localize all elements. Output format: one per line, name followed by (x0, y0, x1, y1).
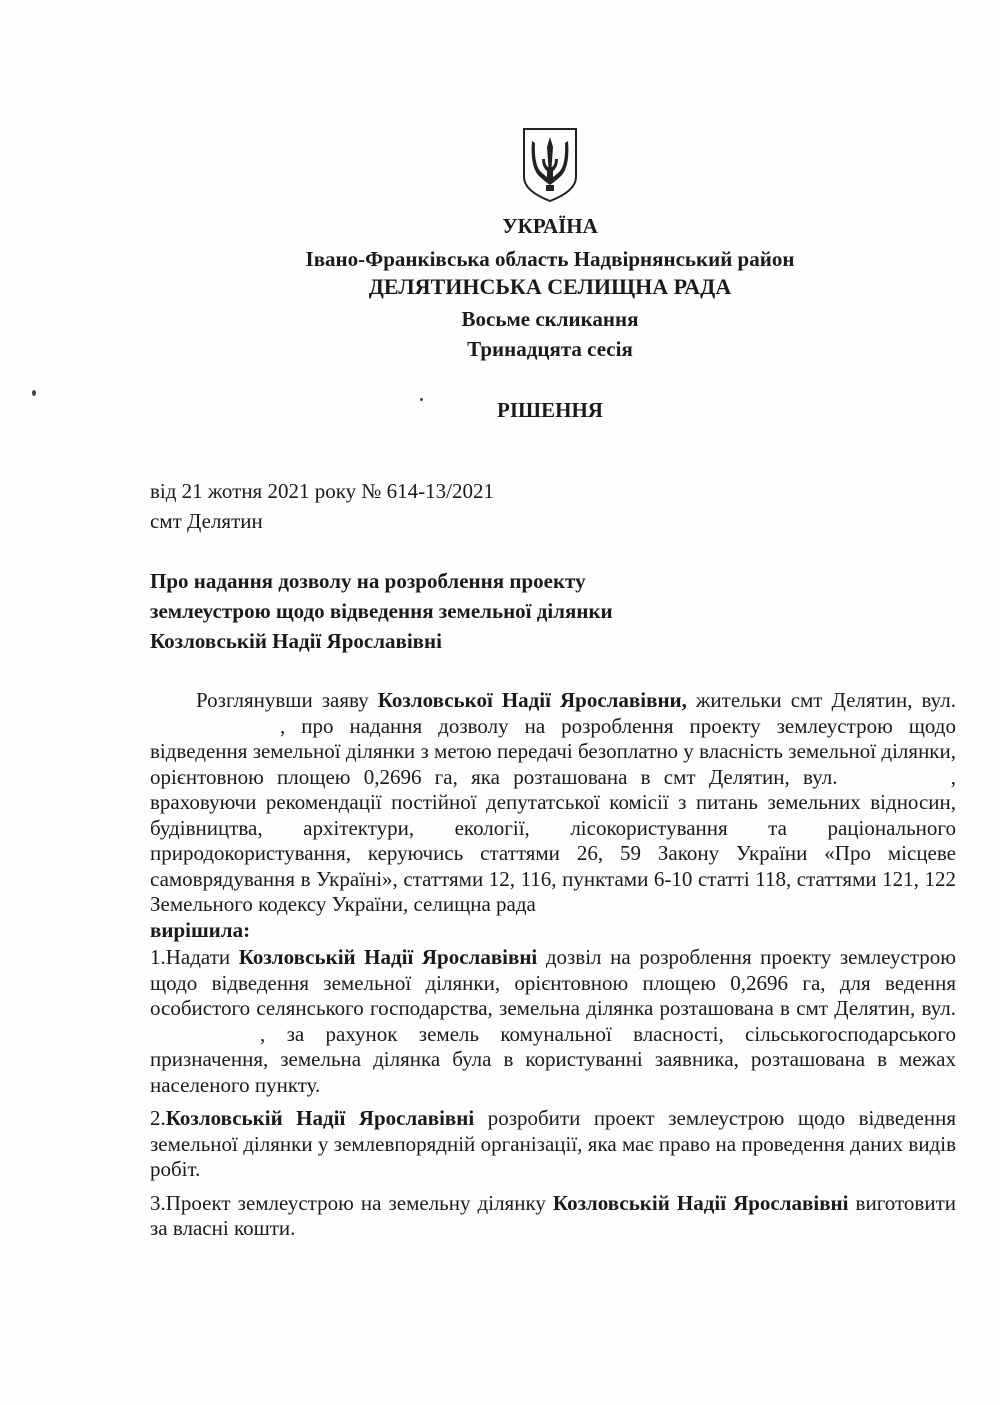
decision-body (150, 688, 956, 1242)
item-2-num: 2. (150, 1106, 166, 1130)
item-1-text: дозвіл на розроблення проекту землеустрою щодо відведення земельної ділянки, орієнтовною площею 0,2696 га, для ведення особистого селянського господарства, земельна ділянка розташована в смт Делятин, вул. (150, 945, 956, 1020)
place: смт Делятин (150, 509, 263, 533)
convocation-heading: Восьме скликання (461, 307, 639, 331)
item-2-text: розробити проект землеустрою щодо відведення земельної ділянки у землевпорядній організації, яка має право на проведення даних видів робіт. (150, 1106, 956, 1181)
scan-speck (32, 390, 36, 396)
intro-text-4: , враховуючи рекомендації постійної депутатської комісії з питань земельних відносин, будівництва, архітектури, екології, лісокористування та раціонального природокористування, керуючись статтями 26, 59 Закону України «Про місцеве самоврядування в Україні», статтями 12, 116, пунктами 6-10 статті 118, статтями 121, 122 Земельного кодексу України, селищна рада (150, 764, 956, 916)
subject-line-2: землеустрою щодо відведення земельної ділянки (150, 599, 613, 623)
decision-heading: РІШЕННЯ (497, 398, 603, 422)
item-1-num: 1.Надати (150, 945, 239, 969)
council-heading: ДЕЛЯТИНСЬКА СЕЛИЩНА РАДА (368, 274, 732, 299)
item-1-name: Козловській Надії Ярославівні (238, 945, 538, 969)
region-heading: Івано-Франківська область Надвірнянський район (305, 247, 795, 271)
item-3-text-1: 3.Проект землеустрою на земельну ділянку (150, 1190, 553, 1215)
item-3-name: Козловській Надії Ярославівні (552, 1190, 849, 1215)
country-heading: УКРАЇНА (502, 214, 598, 238)
date-block (150, 476, 494, 536)
intro-text-1: Розглянувши заяву (196, 688, 378, 712)
item-1-text-2: , за рахунок земель комунальної власності, сільськогосподарського призначення, земельна ділянка була в користуванні заявника, розташована в межах населеного пункту. (150, 1021, 956, 1097)
resolved-heading: вирішила: (150, 917, 251, 942)
scan-speck (420, 398, 423, 401)
subject-block (150, 566, 710, 656)
subject-line-1: Про надання дозволу на розроблення проекту (150, 569, 586, 593)
item-3-text-2: виготовити за власні кошти. (150, 1190, 956, 1240)
item-2-name: Козловській Надії Ярославівні (165, 1106, 475, 1130)
trident-icon (520, 125, 580, 205)
subject-line-3: Козловській Надії Ярославівні (150, 629, 442, 653)
applicant-name: Козловської Надії Ярославівни, (377, 688, 687, 712)
date-number: від 21 жотня 2021 року № 614-13/2021 (150, 479, 494, 503)
item-2 (150, 1106, 956, 1183)
intro-paragraph (150, 688, 956, 918)
session-heading: Тринадцята сесія (467, 337, 633, 361)
item-3 (150, 1191, 956, 1242)
intro-text-3: , про надання дозволу на розроблення проекту землеустрою щодо відведення земельної ділянки з метою передачі безоплатно у власність земельної ділянки, орієнтовною площею 0,2696 га, яка розташована в смт Делятин, вул. (150, 713, 956, 789)
item-1 (150, 945, 956, 1098)
intro-text-2: жительки смт Делятин, вул. (686, 688, 956, 712)
